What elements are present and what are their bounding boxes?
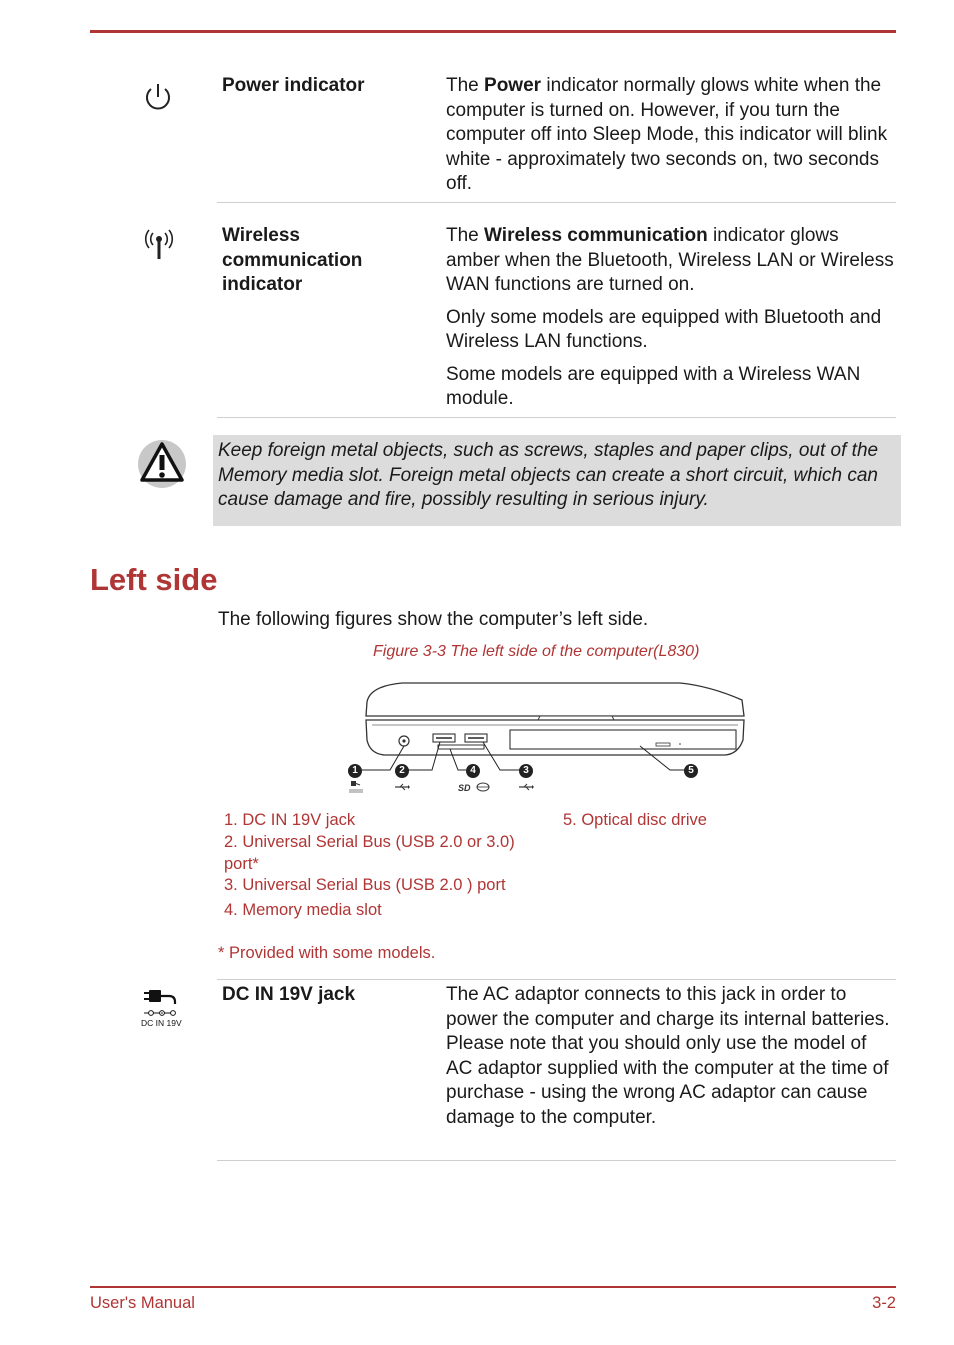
power-icon	[141, 80, 175, 114]
warning-text: Keep foreign metal objects, such as screws, staples and paper clips, out of the Memory media slot. Foreign metal objects can create a short circuit, which can cause damage and fire, possibly resulting in serious injury.	[218, 440, 879, 510]
section-intro: The following figures show the computer’s left side.	[218, 609, 649, 630]
dc-in-term: DC IN 19V jack	[222, 984, 356, 1005]
legend-item: 4. Memory media slot	[224, 901, 382, 919]
svg-text:SD: SD	[458, 783, 471, 792]
legend-item: port*	[224, 855, 259, 873]
dc-in-label: DC IN 19V	[141, 1018, 182, 1028]
section-heading: Left side	[90, 562, 218, 597]
wireless-indicator-term: Wireless communication indicator	[222, 225, 363, 295]
figure-caption: Figure 3-3 The left side of the computer(L830)	[373, 643, 700, 660]
callout-1: 1	[348, 764, 362, 778]
footer-title: User's Manual	[90, 1294, 195, 1312]
warning-triangle-icon	[136, 438, 188, 490]
footnote: * Provided with some models.	[218, 944, 436, 962]
power-indicator-term: Power indicator	[222, 75, 365, 96]
row-divider	[217, 1160, 896, 1161]
legend-item: 1. DC IN 19V jack	[224, 811, 356, 829]
legend-item: 2. Universal Serial Bus (USB 2.0 or 3.0)	[224, 833, 515, 851]
usb-icon	[518, 783, 534, 791]
legend-item: 5. Optical disc drive	[563, 811, 707, 829]
dc-in-description: The AC adaptor connects to this jack in order to power the computer and charge its internal batteries. Please note that you should only use the model of AC adaptor supplied with the computer at the time of purchase - using the wrong AC adaptor can cause damage to the computer.	[446, 984, 890, 1128]
dc-in-icon	[348, 780, 364, 794]
row-divider	[217, 979, 896, 980]
laptop-left-side-figure	[340, 678, 760, 796]
callout-3: 3	[519, 764, 533, 778]
dc-in-plug-icon	[141, 988, 187, 1028]
row-divider	[217, 202, 896, 203]
callout-5: 5	[684, 764, 698, 778]
wireless-antenna-icon	[142, 228, 176, 262]
wireless-indicator-description: The Wireless communication indicator glows amber when the Bluetooth, Wireless LAN or Wireless WAN functions are turned on. Only some models are equipped with Bluetooth and Wireless LAN functions. Some models are equipped with a Wireless WAN module.	[446, 225, 894, 409]
legend-item: 3. Universal Serial Bus (USB 2.0 ) port	[224, 876, 506, 894]
sd-card-icon	[458, 782, 492, 792]
page-number: 3-2	[872, 1294, 896, 1312]
power-indicator-description: The Power indicator normally glows white when the computer is turned on. However, if you turn the computer off into Sleep Mode, this indicator will blink white - approximately two seconds on, two seconds off.	[446, 75, 888, 194]
callout-2: 2	[395, 764, 409, 778]
row-divider	[217, 417, 896, 418]
callout-4: 4	[466, 764, 480, 778]
footer-rule	[90, 1286, 896, 1288]
header-rule	[90, 30, 896, 33]
usb-icon	[394, 783, 410, 791]
